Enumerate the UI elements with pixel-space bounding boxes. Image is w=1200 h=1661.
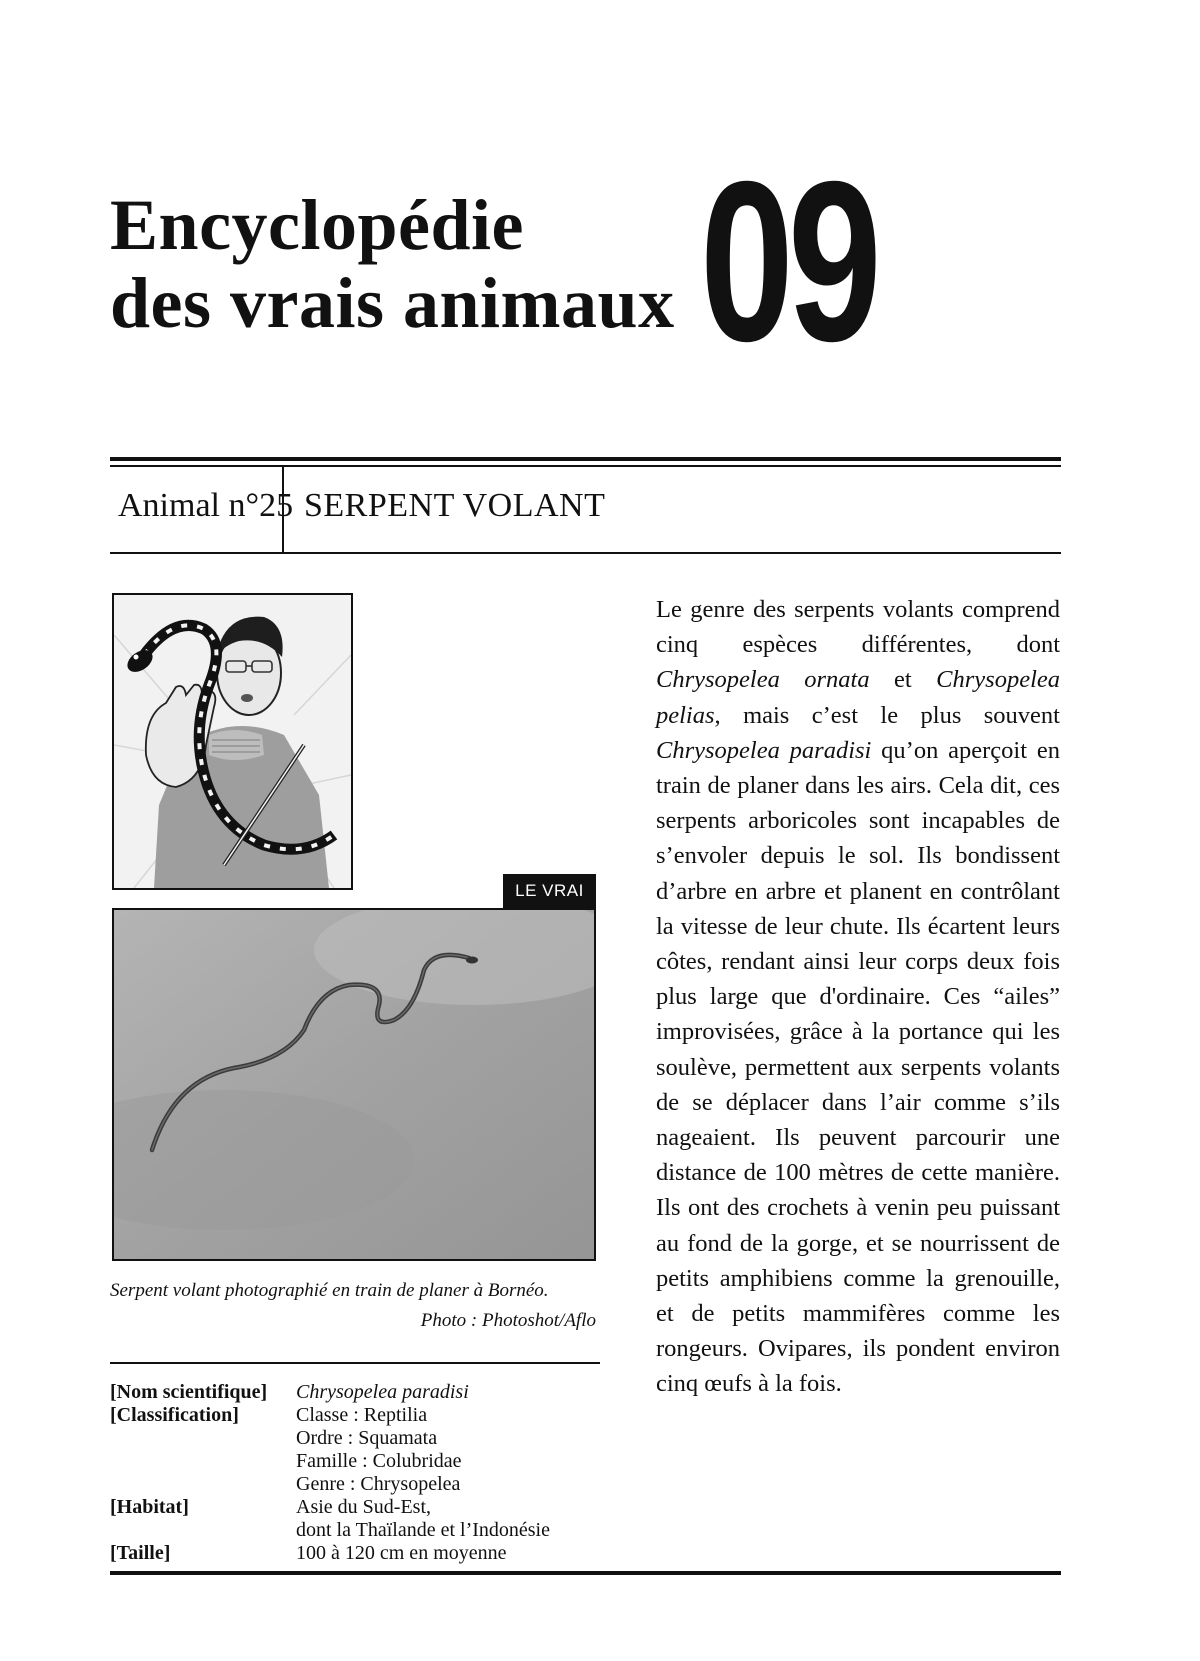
manga-illustration (114, 595, 351, 888)
body-paragraph (656, 592, 1060, 1402)
spec-value: Chrysopelea paradisi (296, 1381, 469, 1403)
body-segment: , mais c’est le plus souvent (714, 701, 1060, 729)
specs-table (110, 1381, 600, 1565)
spec-label: [Taille] (110, 1542, 171, 1564)
spec-value: 100 à 120 cm en moyenne (296, 1542, 507, 1564)
species-name: Chrysopelea pelias (656, 666, 1060, 729)
bottom-rule (110, 1571, 1061, 1575)
caption-text: Serpent volant photographié en train de planer à Bornéo. (110, 1280, 549, 1301)
body-text (656, 592, 1060, 1402)
title-line-1: Encyclopédie (110, 185, 524, 265)
spec-row-classification (110, 1404, 600, 1496)
spec-label: [Classification] (110, 1404, 239, 1426)
species-name: Chrysopelea paradisi (656, 736, 872, 764)
spec-label: [Habitat] (110, 1496, 189, 1518)
species-name: Chrysopelea ornata (656, 666, 870, 694)
top-rule-thin (110, 465, 1061, 467)
specs-top-rule (110, 1362, 600, 1364)
spec-value: Classe : Reptilia (296, 1404, 428, 1426)
spec-label: [Nom scientifique] (110, 1381, 268, 1403)
spec-value: dont la Thaïlande et l’Indonésie (296, 1519, 550, 1541)
spec-row-habitat (110, 1496, 600, 1542)
page-title (110, 186, 675, 342)
body-segment: qu’on aperçoit en train de planer dans les airs. Cela dit, ces serpents arboricoles sont incapables de s’envoler depuis le sol. Ils bondissent d’arbre en arbre et planent en contrôlant la vitesse de leur chute. Ils écartent leurs côtes, rendant ainsi leur corps deux fois plus large que d'ordinaire. Ces “ailes” improvisées, grâce à la portance qui les soulève, permettent aux serpents volants de se déplacer dans l’air comme s’ils nageaient. Ils peuvent parcourir une distance de 100 mètres de cette manière. Ils ont des crochets à venin peu puissant au fond de la gorge, et se nourrissent de petits amphibiens comme la grenouille, et de petits mammifères comme les rongeurs. Ovipares, ils pondent environ cinq œufs à la fois. (656, 736, 1060, 1398)
flying-snake-photo (114, 910, 594, 1259)
body-segment: Le genre des serpents volants comprend cinq espèces différentes, dont (656, 596, 1060, 659)
header-bottom-rule (110, 552, 1061, 554)
le-vrai-badge: LE VRAI (503, 874, 596, 908)
top-rule-thick (110, 457, 1061, 461)
spec-value: Genre : Chrysopelea (296, 1473, 461, 1495)
entry-number: 09 (700, 135, 876, 389)
animal-name: SERPENT VOLANT (304, 487, 606, 524)
spec-row-size (110, 1542, 600, 1565)
spec-value: Famille : Colubridae (296, 1450, 462, 1472)
manga-panel (112, 593, 353, 890)
animal-number: Animal n°25 (118, 487, 294, 524)
title-line-2: des vrais animaux (110, 263, 675, 343)
snake-photo (112, 908, 596, 1261)
spec-row-scientific-name (110, 1381, 600, 1404)
body-segment: et (869, 666, 937, 694)
spec-value: Asie du Sud-Est, (296, 1496, 431, 1518)
photo-caption (110, 1276, 596, 1336)
spec-value: Ordre : Squamata (296, 1427, 438, 1449)
photo-credit: Photo : Photoshot/Aflo (420, 1310, 596, 1331)
